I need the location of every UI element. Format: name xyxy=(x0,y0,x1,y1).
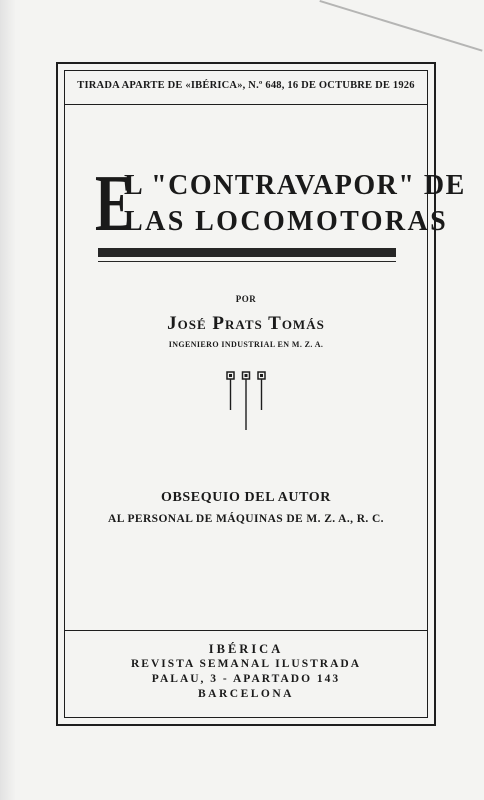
reprint-note: TIRADA APARTE DE «IBÉRICA», N.º 648, 16 DE OCTUBRE DE 1926 xyxy=(77,80,415,91)
byline-por: POR xyxy=(235,294,257,304)
publisher-city: BARCELONA xyxy=(198,688,294,700)
publisher-subtitle: REVISTA SEMANAL ILUSTRADA xyxy=(131,658,361,670)
dedication-line-1: OBSEQUIO DEL AUTOR xyxy=(160,490,332,505)
title-line-2: LAS LOCOMOTORAS xyxy=(124,206,449,237)
author-role: INGENIERO INDUSTRIAL EN M. Z. A. xyxy=(168,340,324,349)
header-divider xyxy=(64,104,428,105)
title-line-1: L "CONTRAVAPOR" DE xyxy=(124,170,466,201)
dedication-line-2: AL PERSONAL DE MÁQUINAS DE M. Z. A., R. C. xyxy=(108,513,384,525)
title-thin-rule xyxy=(98,261,396,262)
typographic-ornament-icon xyxy=(223,368,269,434)
page-fold-shadow xyxy=(0,0,16,800)
footer-divider xyxy=(64,630,428,631)
paper-crease xyxy=(319,0,482,52)
publisher-address: PALAU, 3 - APARTADO 143 xyxy=(151,673,341,685)
title-thick-rule xyxy=(98,248,396,257)
author-name: José Prats Tomás xyxy=(167,313,325,334)
publisher-name: IBÉRICA xyxy=(208,642,284,656)
title-initial-letter: E xyxy=(95,160,134,248)
